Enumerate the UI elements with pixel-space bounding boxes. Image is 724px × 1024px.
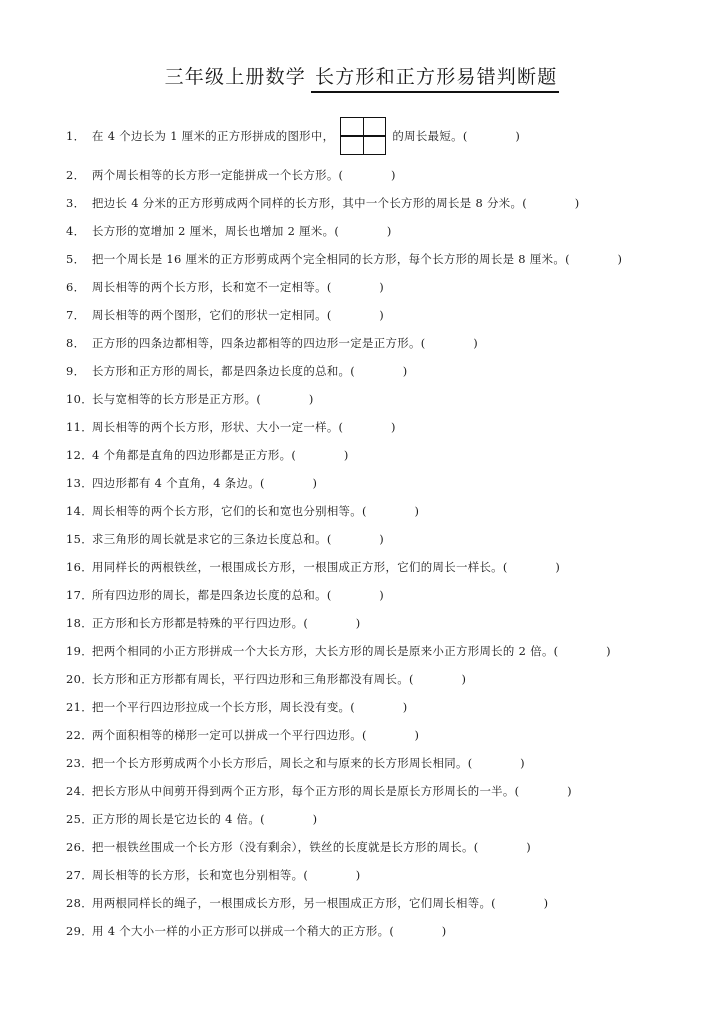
answer-blank-close: )	[461, 672, 467, 686]
question-text: 用同样长的两根铁丝，一根围成长方形，一根围成正方形，它们的周长一样长。(	[92, 560, 508, 574]
question-number: 15．	[66, 532, 93, 546]
question-item	[0, 385, 724, 413]
question-item	[0, 833, 724, 861]
answer-blank[interactable]	[367, 497, 415, 525]
question-text: 周长相等的两个图形，它们的形状一定相同。(	[92, 308, 332, 322]
answer-blank-close: )	[520, 756, 525, 770]
question-number: 20．	[66, 672, 93, 686]
answer-blank-close: )	[414, 504, 420, 518]
title-prefix: 三年级上册数学	[164, 66, 306, 88]
question-text: 两个周长相等的长方形一定能拼成一个长方形。(	[92, 168, 344, 182]
answer-blank[interactable]	[394, 917, 442, 945]
answer-blank-close: )	[402, 364, 408, 378]
answer-blank[interactable]	[508, 553, 556, 581]
question-item	[0, 609, 724, 637]
question-number: 13．	[66, 476, 93, 490]
answer-blank[interactable]	[332, 581, 380, 609]
question-number: 29．	[66, 924, 93, 938]
question-item	[0, 273, 724, 301]
question-number: 3．	[66, 196, 86, 210]
question-number: 12．	[66, 448, 93, 462]
question-text: 用 4 个大小一样的小正方形可以拼成一个稍大的正方形。(	[92, 924, 395, 938]
question-item	[0, 441, 724, 469]
question-item	[0, 469, 724, 497]
question-item	[0, 413, 724, 441]
question-number: 16．	[66, 560, 93, 574]
answer-blank[interactable]	[343, 413, 391, 441]
question-number: 10．	[66, 392, 93, 406]
square-2x2-grid-icon	[340, 117, 386, 155]
question-number: 26．	[66, 840, 93, 854]
question-number: 6．	[66, 280, 86, 294]
answer-blank[interactable]	[558, 637, 606, 665]
answer-blank[interactable]	[367, 721, 415, 749]
question-text: 4 个角都是直角的四边形都是正方形。(	[92, 448, 297, 462]
question-item	[0, 189, 724, 217]
answer-blank-close: )	[379, 532, 385, 546]
question-number: 11．	[66, 420, 93, 434]
answer-blank[interactable]	[339, 217, 387, 245]
question-item	[0, 805, 724, 833]
question-text: 正方形的周长是它边长的 4 倍。(	[92, 812, 265, 826]
answer-blank-close: )	[391, 420, 396, 434]
question-text: 把两个相同的小正方形拼成一个大长方形，大长方形的周长是原来小正方形周长的 2 倍。(	[92, 644, 559, 658]
answer-blank[interactable]	[355, 693, 403, 721]
question-text-tail: 的周长最短。(	[392, 129, 468, 143]
question-text: 用两根同样长的绳子，一根围成长方形，另一根围成正方形，它们周长相等。(	[92, 896, 496, 910]
question-text: 长与宽相等的长方形是正方形。(	[92, 392, 262, 406]
question-item	[0, 217, 724, 245]
question-text: 在 4 个边长为 1 厘米的正方形拼成的图形中，	[92, 129, 335, 143]
answer-blank-close: )	[379, 280, 385, 294]
answer-blank-close: )	[355, 868, 361, 882]
answer-blank-close: )	[515, 129, 521, 143]
question-item	[0, 637, 724, 665]
answer-blank-close: )	[574, 196, 580, 210]
answer-blank[interactable]	[265, 805, 313, 833]
question-text: 把一个平行四边形拉成一个长方形，周长没有变。(	[92, 700, 356, 714]
answer-blank[interactable]	[261, 385, 309, 413]
question-text: 周长相等的两个长方形，形状、大小一定一样。(	[92, 420, 344, 434]
question-number: 2．	[66, 168, 86, 182]
question-number: 17．	[66, 588, 93, 602]
question-item	[0, 301, 724, 329]
question-item	[0, 861, 724, 889]
question-item	[0, 497, 724, 525]
answer-blank[interactable]	[414, 665, 462, 693]
answer-blank-close: )	[543, 896, 549, 910]
answer-blank-close: )	[308, 392, 314, 406]
question-number: 5．	[66, 252, 86, 266]
answer-blank-close: )	[555, 560, 561, 574]
question-number: 7．	[66, 308, 86, 322]
question-item	[0, 525, 724, 553]
answer-blank-close: )	[386, 224, 392, 238]
answer-blank[interactable]	[473, 749, 521, 777]
question-text: 周长相等的长方形，长和宽也分别相等。(	[92, 868, 309, 882]
answer-blank-close: )	[441, 924, 447, 938]
answer-blank[interactable]	[332, 273, 380, 301]
answer-blank[interactable]	[308, 861, 356, 889]
question-number: 14．	[66, 504, 93, 518]
answer-blank-close: )	[391, 168, 396, 182]
question-number: 23．	[66, 756, 93, 770]
answer-blank[interactable]	[426, 329, 474, 357]
answer-blank-close: )	[355, 616, 361, 630]
question-number: 18．	[66, 616, 93, 630]
title-main: 长方形和正方形易错判断题	[311, 66, 559, 93]
answer-blank[interactable]	[332, 525, 380, 553]
answer-blank[interactable]	[308, 609, 356, 637]
answer-blank[interactable]	[496, 889, 544, 917]
answer-blank[interactable]	[355, 357, 403, 385]
answer-blank[interactable]	[468, 111, 516, 161]
question-item	[0, 161, 724, 189]
question-text: 把一根铁丝围成一个长方形（没有剩余），铁丝的长度就是长方形的周长。(	[92, 840, 479, 854]
answer-blank-close: )	[567, 784, 572, 798]
answer-blank-close: )	[414, 728, 420, 742]
question-item	[0, 721, 724, 749]
answer-blank-close: )	[379, 308, 385, 322]
answer-blank[interactable]	[479, 833, 527, 861]
question-number: 9．	[66, 364, 86, 378]
question-text: 把边长 4 分米的正方形剪成两个同样的长方形，其中一个长方形的周长是 8 分米。(	[92, 196, 528, 210]
answer-blank-close: )	[402, 700, 408, 714]
question-text: 把长方形从中间剪开得到两个正方形，每个正方形的周长是原长方形周长的一半。(	[92, 784, 520, 798]
question-number: 8．	[66, 336, 86, 350]
question-text: 求三角形的周长就是求它的三条边长度总和。(	[92, 532, 332, 546]
question-number: 4．	[66, 224, 86, 238]
question-number: 28．	[66, 896, 93, 910]
question-item	[0, 665, 724, 693]
answer-blank[interactable]	[332, 301, 380, 329]
question-item	[0, 111, 724, 161]
answer-blank-close: )	[343, 448, 349, 462]
answer-blank-close: )	[473, 336, 478, 350]
question-text: 长方形和正方形都有周长，平行四边形和三角形都没有周长。(	[92, 672, 414, 686]
answer-blank-close: )	[606, 644, 611, 658]
answer-blank[interactable]	[570, 245, 618, 273]
question-number: 25．	[66, 812, 93, 826]
answer-blank[interactable]	[519, 777, 567, 805]
question-text: 长方形和正方形的周长，都是四条边长度的总和。(	[92, 364, 356, 378]
answer-blank-close: )	[526, 840, 531, 854]
question-text: 四边形都有 4 个直角，4 条边。(	[92, 476, 265, 490]
question-text: 正方形的四条边都相等，四条边都相等的四边形一定是正方形。(	[92, 336, 426, 350]
page-title	[0, 0, 724, 95]
answer-blank-close: )	[379, 588, 385, 602]
answer-blank-close: )	[617, 252, 623, 266]
question-number: 19．	[66, 644, 93, 658]
answer-blank[interactable]	[296, 441, 344, 469]
question-item	[0, 917, 724, 945]
question-item	[0, 329, 724, 357]
answer-blank[interactable]	[265, 469, 313, 497]
answer-blank-close: )	[312, 812, 318, 826]
question-item	[0, 553, 724, 581]
question-text: 把一个长方形剪成两个小长方形后，周长之和与原来的长方形周长相同。(	[92, 756, 473, 770]
question-item	[0, 581, 724, 609]
question-text: 正方形和长方形都是特殊的平行四边形。(	[92, 616, 309, 630]
answer-blank[interactable]	[343, 161, 391, 189]
question-text: 把一个周长是 16 厘米的正方形剪成两个完全相同的长方形，每个长方形的周长是 8 厘米。(	[92, 252, 570, 266]
question-number: 21．	[66, 700, 93, 714]
question-number: 27．	[66, 868, 93, 882]
answer-blank-close: )	[312, 476, 318, 490]
question-item	[0, 749, 724, 777]
question-item	[0, 357, 724, 385]
question-item	[0, 777, 724, 805]
question-number: 24．	[66, 784, 93, 798]
question-text: 所有四边形的周长，都是四条边长度的总和。(	[92, 588, 332, 602]
question-list	[0, 95, 724, 945]
answer-blank[interactable]	[527, 189, 575, 217]
question-item	[0, 693, 724, 721]
question-number: 1．	[66, 129, 86, 143]
question-number: 22．	[66, 728, 93, 742]
question-text: 周长相等的两个长方形，它们的长和宽也分别相等。(	[92, 504, 367, 518]
question-item	[0, 245, 724, 273]
question-text: 周长相等的两个长方形，长和宽不一定相等。(	[92, 280, 332, 294]
question-item	[0, 889, 724, 917]
question-text: 两个面积相等的梯形一定可以拼成一个平行四边形。(	[92, 728, 367, 742]
question-text: 长方形的宽增加 2 厘米，周长也增加 2 厘米。(	[92, 224, 340, 238]
